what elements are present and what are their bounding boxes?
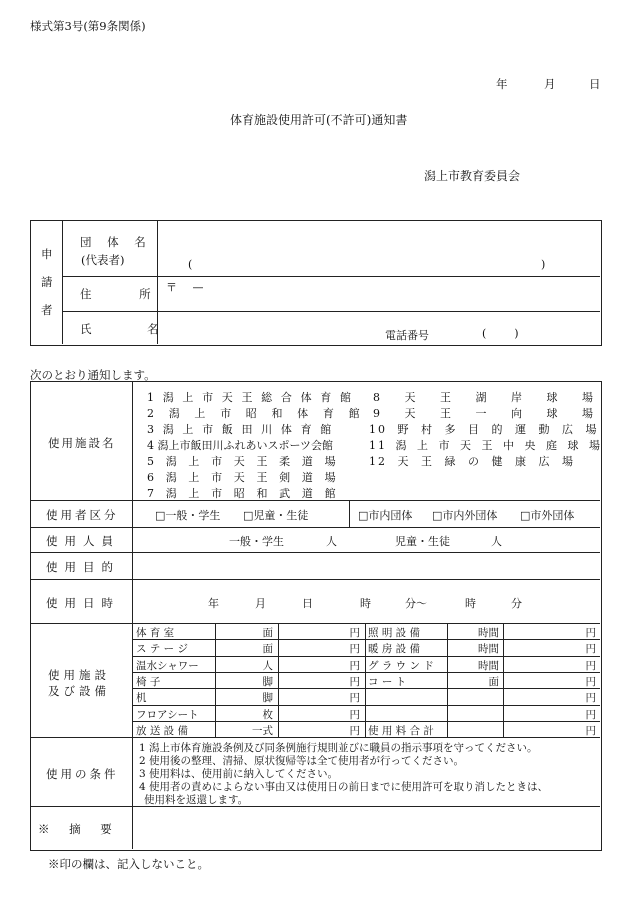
- conditions-label: 使用の条件: [46, 767, 119, 781]
- purpose-field[interactable]: [140, 556, 590, 576]
- purpose-label: 使用目的: [46, 560, 120, 574]
- name-field[interactable]: [170, 315, 370, 339]
- equipment-yen-2: 円: [585, 708, 596, 721]
- category-in-out-city[interactable]: □市内外団体: [432, 509, 498, 522]
- facility-8: 8 天 王 湖 岸 球 場: [373, 391, 595, 404]
- category-out-city[interactable]: □市外団体: [520, 509, 575, 522]
- equipment-unit: 脚: [262, 692, 273, 705]
- postal-code: 〒 —: [166, 281, 210, 294]
- condition-4-cont: 使用料を返還します。: [144, 794, 249, 806]
- users-child-label: 児童・生徒: [395, 535, 450, 548]
- equipment-yen-2: 円: [585, 692, 596, 705]
- equipment-unit: 人: [262, 659, 273, 672]
- equipment-name: ス テ ー ジ: [136, 643, 189, 656]
- facility-7: 7 潟 上 市 昭 和 武 道 館: [147, 487, 339, 500]
- phone-paren: ( ): [482, 327, 519, 340]
- applicant-side-2: 請: [41, 275, 53, 289]
- equipment-unit: 枚: [262, 708, 273, 721]
- equipment-name-2: 照 明 設 備: [368, 627, 421, 639]
- applicant-side-1: 申: [41, 247, 53, 261]
- phone-label: 電話番号: [385, 329, 429, 342]
- facility-5: 5 潟 上 市 天 王 柔 道 場: [147, 455, 339, 468]
- name-label: 氏 名: [80, 322, 185, 336]
- dt-day: 日: [302, 597, 313, 610]
- equipment-unit: 面: [262, 643, 273, 656]
- equipment-label-1: 使用施設: [48, 668, 110, 682]
- equipment-yen-2: 円: [585, 659, 596, 672]
- user-category-label: 使用者区分: [46, 508, 119, 522]
- category-general[interactable]: □一般・学生: [155, 509, 221, 522]
- facility-6: 6 潟 上 市 天 王 剣 道 場: [147, 471, 339, 484]
- equipment-unit: 一式: [252, 724, 273, 737]
- address-label: 住 所: [80, 287, 173, 301]
- equipment-yen: 円: [349, 692, 360, 705]
- facility-11: 11 潟 上 市 天 王 中 央 庭 球 場: [369, 439, 602, 452]
- notice-text: 次のとおり通知します。: [30, 368, 156, 382]
- group-name-field[interactable]: [170, 236, 590, 254]
- date-month: 月: [544, 77, 556, 91]
- equipment-yen: 円: [349, 708, 360, 721]
- condition-4: 4 使用者の責めによらない事由又は使用日の前日までに使用許可を取り消したときは、: [139, 781, 549, 793]
- equipment-name: フロアシート: [136, 708, 199, 721]
- footnote: ※印の欄は、記入しないこと。: [48, 857, 209, 871]
- facility-1: 1 潟 上 市 天 王 総 合 体 育 館: [147, 391, 354, 404]
- applicant-side-3: 者: [41, 303, 53, 317]
- equipment-yen: 円: [349, 627, 360, 639]
- equipment-yen-2: 円: [585, 643, 596, 656]
- dt-min-start: 分〜: [405, 597, 427, 610]
- equipment-unit: 面: [262, 627, 273, 639]
- dt-month: 月: [255, 597, 266, 610]
- equipment-name: 放 送 設 備: [136, 724, 189, 737]
- document-title: 体育施設使用許可(不許可)通知書: [230, 113, 408, 127]
- users-person-2: 人: [491, 535, 502, 548]
- equipment-unit-2: 時間: [478, 659, 499, 672]
- dt-min-end: 分: [511, 597, 522, 610]
- equipment-yen-2: 円: [585, 627, 596, 639]
- equipment-name-2: 使 用 料 合 計: [368, 724, 434, 737]
- equipment-unit-2: 時間: [478, 627, 499, 639]
- remarks-field[interactable]: [140, 812, 590, 842]
- rep-paren-open: (: [188, 258, 193, 271]
- facility-2: 2 潟 上 市 昭 和 体 育 館: [147, 407, 363, 420]
- equipment-name-2: 暖 房 設 備: [368, 643, 421, 656]
- equipment-unit-2: 面: [488, 675, 499, 688]
- remarks-label: ※ 摘 要: [38, 822, 120, 836]
- address-field[interactable]: [170, 292, 590, 308]
- dt-hour-start: 時: [360, 597, 371, 610]
- category-in-city[interactable]: □市内団体: [358, 509, 413, 522]
- facility-10: 10 野 村 多 目 的 運 動 広 場: [369, 423, 599, 436]
- datetime-label: 使用日時: [46, 596, 120, 610]
- equipment-name: 体 育 室: [136, 627, 175, 639]
- representative-label: (代表者): [81, 253, 125, 267]
- equipment-yen: 円: [349, 675, 360, 688]
- equipment-unit-2: 時間: [478, 643, 499, 656]
- equipment-yen: 円: [349, 643, 360, 656]
- condition-2: 2 使用後の整理、清掃、原状復帰等は全て使用者が行ってください。: [139, 755, 465, 767]
- facility-12: 12 天 王 緑 の 健 康 広 場: [369, 455, 575, 468]
- group-name-label: 団 体 名: [80, 235, 152, 249]
- issuer-name: 潟上市教育委員会: [424, 169, 521, 183]
- date-day: 日: [589, 77, 601, 91]
- equipment-name-2: コ ー ト: [368, 675, 407, 688]
- equipment-yen: 円: [349, 724, 360, 737]
- equipment-yen: 円: [349, 659, 360, 672]
- condition-3: 3 使用料は、使用前に納入してください。: [139, 768, 339, 780]
- equipment-label-2: 及び設備: [48, 684, 110, 698]
- users-count-label: 使用人員: [46, 534, 120, 548]
- facilities-label: 使用施設名: [48, 436, 116, 450]
- equipment-name: 温水シャワー: [136, 659, 199, 672]
- equipment-name: 机: [136, 692, 147, 705]
- dt-year: 年: [208, 597, 219, 610]
- facility-4: 4 潟上市飯田川ふれあいスポーツ会館: [147, 439, 334, 452]
- equipment-unit: 脚: [262, 675, 273, 688]
- condition-1: 1 潟上市体育施設条例及び同条例施行規則並びに職員の指示事項を守ってください。: [139, 742, 538, 754]
- equipment-yen-2: 円: [585, 724, 596, 737]
- facility-9: 9 天 王 一 向 球 場: [373, 407, 595, 420]
- date-year: 年: [496, 77, 508, 91]
- dt-hour-end: 時: [465, 597, 476, 610]
- equipment-yen-2: 円: [585, 675, 596, 688]
- category-child[interactable]: □児童・生徒: [243, 509, 309, 522]
- equipment-name-2: グ ラ ウ ン ド: [368, 659, 434, 672]
- users-general-label: 一般・学生: [229, 535, 284, 548]
- rep-paren-close: ): [541, 258, 546, 271]
- equipment-name: 椅 子: [136, 675, 161, 688]
- facility-3: 3 潟 上 市 飯 田 川 体 育 館: [147, 423, 334, 436]
- form-number: 様式第3号(第9条関係): [30, 19, 146, 33]
- users-person-1: 人: [326, 535, 337, 548]
